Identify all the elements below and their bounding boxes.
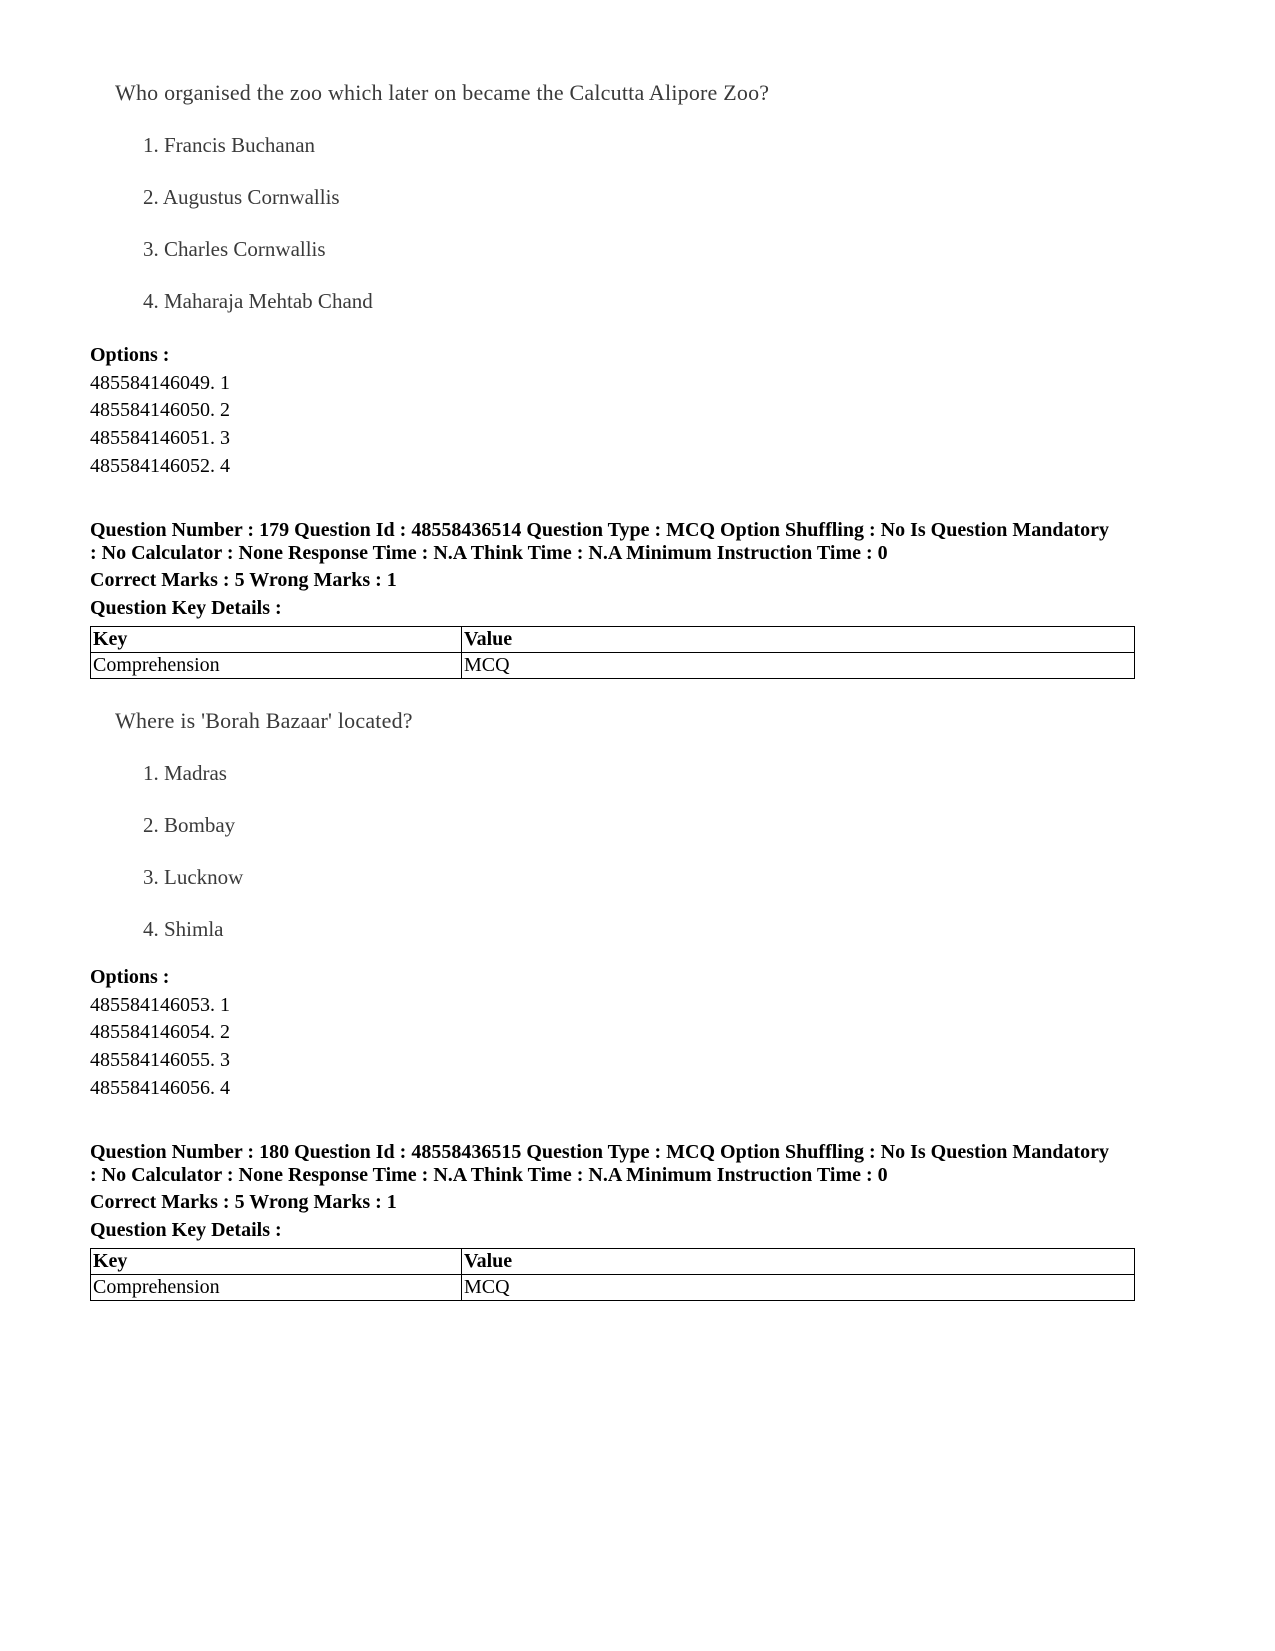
table-row: [91, 1275, 1135, 1301]
option-4: 485584146056. 4: [90, 1077, 230, 1099]
table-cell-key: Comprehension: [91, 653, 462, 679]
question-meta-180: [90, 1141, 1140, 1187]
question-text: Who organised the zoo which later on became the Calcutta Alipore Zoo?: [115, 80, 770, 105]
choice-4: 4. Shimla: [143, 917, 224, 941]
marks: Correct Marks : 5 Wrong Marks : 1: [90, 569, 397, 591]
choice-2: 2. Bombay: [143, 813, 236, 837]
meta-line-2: : No Calculator : None Response Time : N.A Think Time : N.A Minimum Instruction Time : 0: [90, 542, 888, 564]
question-image-179: [115, 706, 835, 956]
table-row: [91, 653, 1135, 679]
meta-line-1: Question Number : 179 Question Id : 48558436514 Question Type : MCQ Option Shuffling : No Is Question Mandatory: [90, 519, 1109, 541]
key-details-label: Question Key Details :: [90, 1219, 282, 1241]
choice-3: 3. Lucknow: [143, 865, 244, 889]
meta-line-1: Question Number : 180 Question Id : 48558436515 Question Type : MCQ Option Shuffling : No Is Question Mandatory: [90, 1141, 1109, 1163]
table-cell-value: MCQ: [462, 653, 1135, 679]
meta-line-2: : No Calculator : None Response Time : N.A Think Time : N.A Minimum Instruction Time : 0: [90, 1164, 888, 1186]
table-cell-key: Comprehension: [91, 1275, 462, 1301]
table-header-row: [91, 627, 1135, 653]
option-1: 485584146049. 1: [90, 372, 230, 394]
table-cell-value: MCQ: [462, 1275, 1135, 1301]
key-details-label: Question Key Details :: [90, 597, 282, 619]
question-image-178: [115, 78, 835, 328]
options-label: Options :: [90, 966, 170, 988]
choice-1: 1. Francis Buchanan: [143, 133, 316, 157]
question-text: Where is 'Borah Bazaar' located?: [115, 708, 413, 733]
table-header-key: Key: [91, 627, 462, 653]
key-details-table: [90, 1248, 1135, 1301]
option-4: 485584146052. 4: [90, 455, 230, 477]
choice-1: 1. Madras: [143, 761, 227, 785]
marks: Correct Marks : 5 Wrong Marks : 1: [90, 1191, 397, 1213]
key-details-table: [90, 626, 1135, 679]
table-header-key: Key: [91, 1249, 462, 1275]
choice-4: 4. Maharaja Mehtab Chand: [143, 289, 373, 313]
question-meta-179: [90, 519, 1140, 565]
option-3: 485584146055. 3: [90, 1049, 230, 1071]
table-header-value: Value: [462, 1249, 1135, 1275]
option-2: 485584146050. 2: [90, 399, 230, 421]
options-label: Options :: [90, 344, 170, 366]
table-header-row: [91, 1249, 1135, 1275]
table-header-value: Value: [462, 627, 1135, 653]
option-2: 485584146054. 2: [90, 1021, 230, 1043]
option-1: 485584146053. 1: [90, 994, 230, 1016]
option-3: 485584146051. 3: [90, 427, 230, 449]
choice-3: 3. Charles Cornwallis: [143, 237, 326, 261]
choice-2: 2. Augustus Cornwallis: [143, 185, 340, 209]
